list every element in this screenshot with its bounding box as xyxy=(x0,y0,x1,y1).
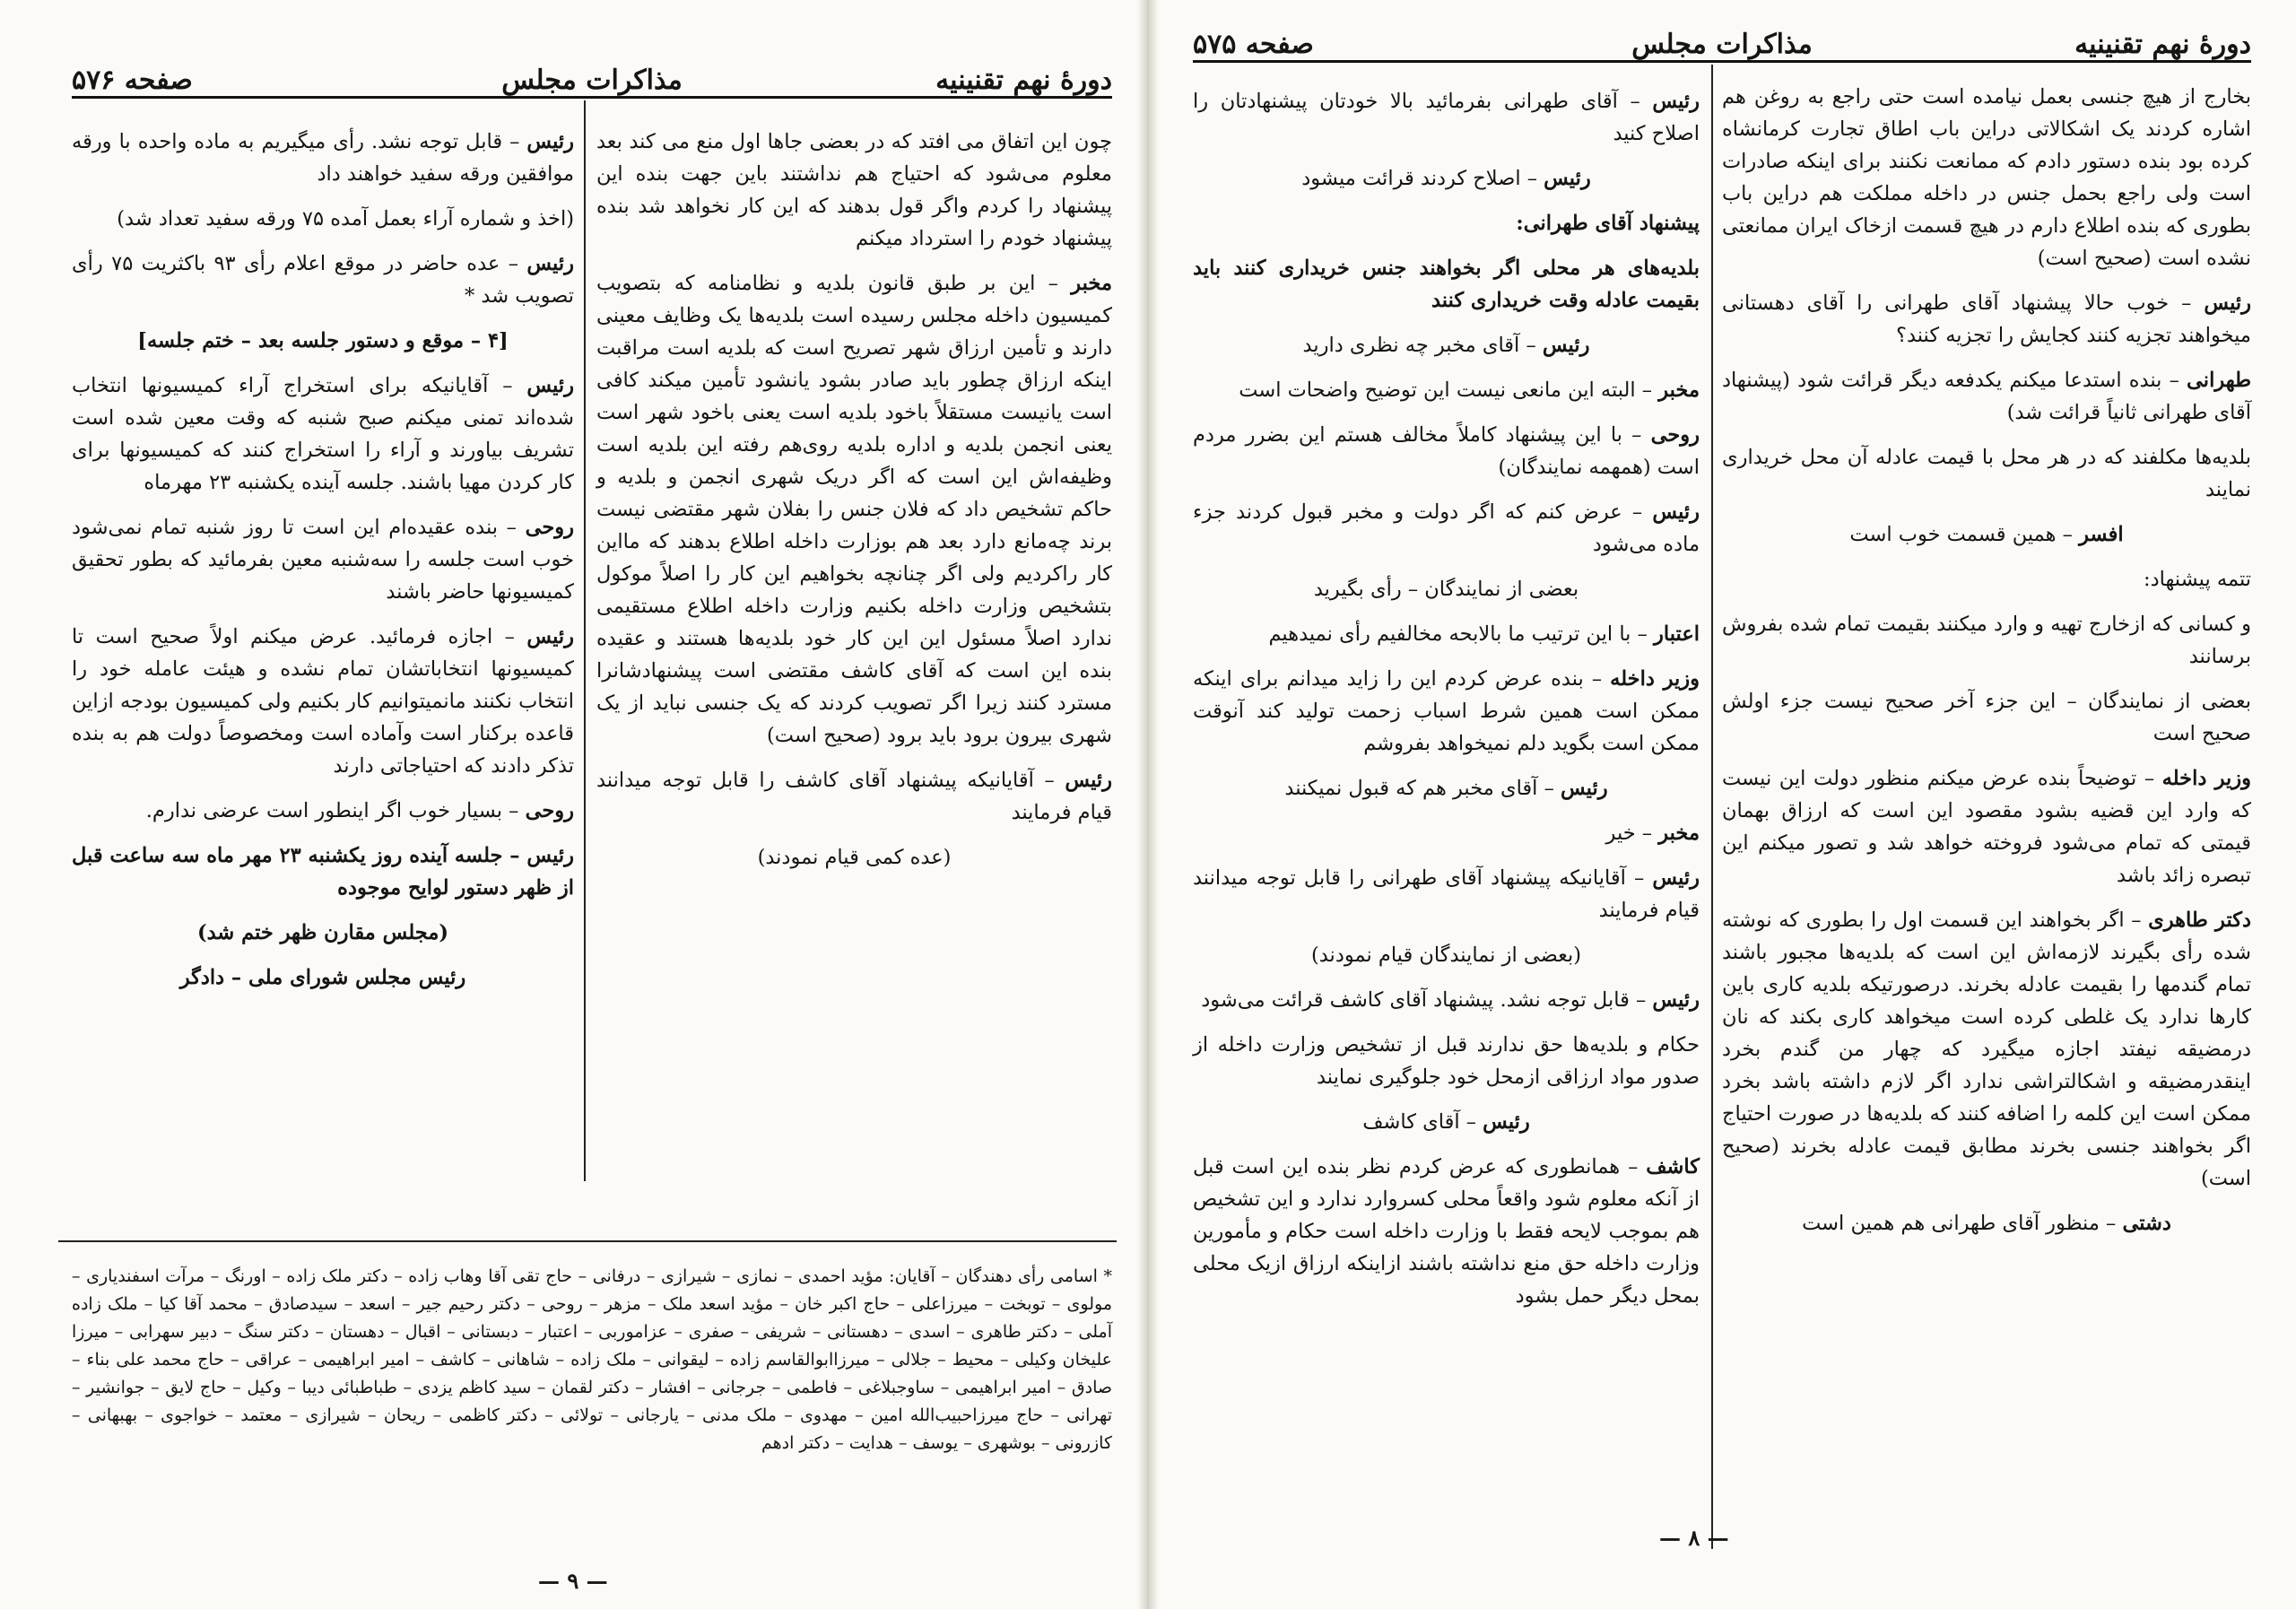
paragraph-text: (اخذ و شماره آراء بعمل آمده ۷۵ ورقه سفید تعداد شد) xyxy=(117,207,574,230)
paragraph xyxy=(1722,364,2251,429)
paragraph xyxy=(1722,518,2251,551)
speaker-name: رئیس xyxy=(1065,769,1112,792)
paragraph-text: بلدیه‌های هر محلی اگر بخواهند جنس خریداری کنند باید بقیمت عادله وقت خریداری کنند xyxy=(1193,257,1700,312)
speaker-name: روحی xyxy=(525,516,574,539)
speaker-name: رئیس xyxy=(1652,866,1700,890)
speaker-name: مخبر xyxy=(1071,272,1112,295)
paragraph-text: – اصلاح کردند قرائت میشود xyxy=(1301,167,1537,190)
paragraph-text: بخارج از هیچ جنسی بعمل نیامده است حتی راجع به روغن هم اشاره کردند یک اشکالاتی دراین باب اطاق تجارت کرمانشاه کرده بود بنده دستور دادم که ممانعت نکنند برای اینکه صادرات است ولی راجع بحمل جنس در داخله مملکت هم دراین باب بطوری که بنده اطلاع دارم در هیچ قسمت ازخاک ایران ممانعتی نشده است (صحیح است) xyxy=(1722,85,2251,270)
speaker-name: مخبر xyxy=(1658,378,1700,402)
speaker-name: رئیس xyxy=(1652,988,1700,1012)
paragraph-text: – آقای مخبر چه نظری دارید xyxy=(1302,334,1536,357)
paragraph xyxy=(1722,1207,2251,1239)
paragraph-text: – اگر بخواهند این قسمت اول را بطوری که نوشته شده رأی بگیرند لازمه‌اش این است که بلدیه‌ها مجبور باشند تمام گندمها را بقیمت عادله بخرند. درصورتیکه بلدیه کاری باین کارها ندارد یک غلطی کرده است میخواهد کاری بکند که نان درمضیقه نیفتد اجازه میگیرد که چهار من گندم بخرد اینقدرمضیقه و اشکالتراشی ندارد اگر لازم داشته باشد بخرد ممکن است این کلمه را اضافه کنند که بلدیه‌ها در صورت احتیاج اگر بخواهند جنسی بخرند مطابق قیمت عادله بخرند (صحیح است) xyxy=(1722,909,2251,1190)
paragraph-text: – منظور آقای طهرانی هم همین است xyxy=(1802,1212,2117,1235)
paragraph-text: پیشنهاد آقای طهرانی: xyxy=(1516,212,1700,235)
paragraph xyxy=(1722,563,2251,596)
paragraph xyxy=(1193,984,1700,1016)
paragraph-text: بعضی از نمایندگان – این جزء آخر صحیح نیست جزء اولش صحیح است xyxy=(1722,690,2251,745)
paragraph-text: – آقایانیکه پیشنهاد آقای کاشف را قابل توجه میدانند قیام فرمایند xyxy=(596,769,1112,824)
paragraph xyxy=(1722,441,2251,506)
book-gutter xyxy=(1137,0,1159,1609)
paragraph-text: – آقای کاشف xyxy=(1362,1110,1476,1134)
paragraph-text: – آقای طهرانی بفرمائید بالا خودتان پیشنهادتان را اصلاح کنید xyxy=(1193,90,1700,145)
paragraph-text: (مجلس مقارن ظهر ختم شد) xyxy=(196,921,449,944)
speaker-name: کاشف xyxy=(1646,1155,1700,1178)
speaker-name: روحی xyxy=(525,799,574,822)
paragraph xyxy=(1193,419,1700,483)
paragraph xyxy=(72,621,574,782)
paragraph xyxy=(1193,1106,1700,1138)
paragraph-text: و کسانی که ازخارج تهیه و وارد میکنند بقیمت تمام شده بفروش برسانند xyxy=(1722,613,2251,668)
paragraph-text: – این بر طبق قانون بلدیه و نظامنامه که بتصویب کمیسیون داخله مجلس رسیده است بلدیه‌ها یک وظایف معینی دارند و تأمین ارزاق شهر تصریح است که بلدیه است مراقبت اینکه ارزاق چطور باید صادر بشود یانشود تأمین میکند کافی است یانیست مستقلاً باخود بلدیه است یعنی باخود شهر است یعنی انجمن بلدیه و اداره بلدیه روی‌هم رفته این بلدیه است وظیفه‌اش این است که اگر دریک شهری انجمن و بلدیه و حاکم تشخیص داد که فلان جنس را بفلان شهر مقتضی نیست برند چه‌مانع دارد بعد هم بوزارت داخله اطلاع بدهند که مااین کار راکردیم ولی اگر چنانچه بخواهیم این کار را اصلاً موکول بتشخیص وزارت داخله بکنیم وزارت داخله اطلاع مستقیمی ندارد اصلاً مسئول این این کار خود بلدیه‌ها هستند و عقیده بنده این است که آقای کاشف مقتضی است پیشنهادشانرا مسترد کنند زیرا اگر تصویب کردند که یک جنسی نباید از یک شهری بیرون برود باید برود (صحیح است) xyxy=(596,272,1112,747)
paragraph xyxy=(596,764,1112,829)
speaker-name: رئیس xyxy=(1544,167,1591,190)
publication-title: مذاکرات مجلس xyxy=(501,65,683,96)
paragraph-text: – بنده استدعا میکنم یکدفعه دیگر قرائت شود (پیشنهاد آقای طهرانی ثانیاً قرائت شد) xyxy=(1722,369,2251,424)
paragraph-text: – جلسه آینده روز یکشنبه ۲۳ مهر ماه سه ساعت قبل از ظهر دستور لوایح موجوده xyxy=(72,844,574,900)
text-column-right xyxy=(596,126,1112,886)
paragraph-text: – با این پیشنهاد کاملاً مخالف هستم این بضرر مردم است (همهمه نمایندگان) xyxy=(1193,423,1700,479)
footnote-divider xyxy=(58,1240,1117,1242)
paragraph-text: (عده کمی قیام نمودند) xyxy=(757,846,952,869)
paragraph xyxy=(1193,252,1700,317)
paragraph-text: بعضی از نمایندگان – رأی بگیرید xyxy=(1313,578,1579,601)
paragraph xyxy=(1193,862,1700,926)
speaker-name: افسر xyxy=(2079,523,2124,546)
paragraph-text: – بنده عقیده‌ام این است تا روز شنبه تمام نمی‌شود خوب است جلسه را سه‌شنبه معین بفرمائید که بطور تحقیق کمیسیونها حاضر باشند xyxy=(72,516,575,604)
speaker-name: رئیس xyxy=(1560,777,1608,800)
paragraph-text: رئیس مجلس شورای ملی – دادگر xyxy=(179,966,466,989)
page-number: — ۸ — xyxy=(1659,1525,1729,1551)
speaker-name: وزیر داخله xyxy=(1610,667,1700,691)
speaker-name: رئیس xyxy=(526,374,575,397)
speaker-name: رئیس xyxy=(526,844,574,867)
paragraph-text: – بسیار خوب اگر اینطور است عرضی ندارم. xyxy=(145,799,519,822)
paragraph-text: – قابل توجه نشد. رأی میگیریم به ماده واحده با ورقه موافقین ورقه سفید خواهند داد xyxy=(72,130,574,186)
paragraph-text: – همانطوری که عرض کردم نظر بنده این است قبل از آنکه معلوم شود واقعاً محلی کسروارد ندارد و این تشخیص هم بموجب لایحه فقط با وزارت داخله است حکام و مأمورین وزارت داخله حق منع نداشته باشند ازاینکه ارزاق ازیک محلی بمحل دیگر حمل بشود xyxy=(1193,1155,1700,1308)
paragraph xyxy=(1193,939,1700,971)
paragraph xyxy=(72,917,574,949)
speaker-name: دشتی xyxy=(2122,1212,2171,1235)
paragraph xyxy=(1193,573,1700,605)
paragraph-text: – بنده عرض کردم این را زاید میدانم برای اینکه ممکن است همین شرط اسباب زحمت تولید کند آنوقت ممکن است بگوید دلم نمیخواهد بفروشم xyxy=(1193,667,1700,755)
paragraph xyxy=(72,961,574,994)
paragraph-text: – عرض کنم که اگر دولت و مخبر قبول کردند جزء ماده می‌شود xyxy=(1193,500,1700,556)
paragraph-text: (بعضی از نمایندگان قیام نمودند) xyxy=(1310,944,1582,967)
paragraph-text: – آقایانیکه پیشنهاد آقای طهرانی را قابل توجه میدانند قیام فرمایند xyxy=(1193,866,1700,922)
paragraph xyxy=(596,126,1112,255)
paragraph-text: – البته این مانعی نیست این توضیح واضحات است xyxy=(1239,378,1653,402)
speaker-name: رئیس xyxy=(526,252,574,275)
paragraph xyxy=(72,839,574,904)
page-header xyxy=(1193,27,2251,63)
speaker-name: رئیس xyxy=(1483,1110,1530,1134)
paragraph-text: حکام و بلدیه‌ها حق ندارند قبل از تشخیص وزارت داخله از صدور مواد ارزاقی ازمحل خود جلوگیری نمایند xyxy=(1193,1033,1700,1089)
paragraph-text: – عده حاضر در موقع اعلام رأی ۹۳ باکثریت ۷۵ رأی تصویب شد * xyxy=(72,252,574,308)
page-label: صفحه ۵۷۶ xyxy=(72,65,193,96)
paragraph xyxy=(1193,207,1700,239)
paragraph xyxy=(1722,762,2251,891)
speaker-name: رئیس xyxy=(1542,334,1590,357)
paragraph-text: – خیر xyxy=(1605,822,1653,845)
paragraph xyxy=(1722,904,2251,1195)
paragraph-text: – همین قسمت خوب است xyxy=(1849,523,2073,546)
paragraph-text: – قابل توجه نشد. پیشنهاد آقای کاشف قرائت می‌شود xyxy=(1201,988,1647,1012)
speaker-name: روحی xyxy=(1650,423,1700,447)
paragraph-text: بلدیه‌ها مکلفند که در هر محل با قیمت عادله آن محل خریداری نمایند xyxy=(1722,446,2251,501)
speaker-name: طهرانی xyxy=(2187,369,2252,392)
paragraph xyxy=(1193,663,1700,760)
paragraph xyxy=(72,126,574,190)
paragraph-text: – توضیحاً بنده عرض میکنم منظور دولت این نیست که وارد این قضیه بشود مقصود این است که ارزاق بهمان قیمتی که تمام می‌شود فروخته خواهد شد و تصور میکنم این تبصره زائد باشد xyxy=(1722,767,2251,887)
paragraph-text: چون این اتفاق می افتد که در بعضی جاها اول منع می کند بعد معلوم می‌شود که احتیاج هم نداشتند باین جهت بنده این پیشنهاد را کردم واگر قول بدهند که این کار نخواهد شد بنده پیشنهاد خودم را استرداد میکنم xyxy=(596,130,1112,250)
speaker-name: رئیس xyxy=(1652,90,1700,113)
speaker-name: مخبر xyxy=(1658,822,1700,845)
paragraph-text: – با این ترتیب ما بالابحه مخالفیم رأی نمیدهیم xyxy=(1268,622,1648,646)
paragraph xyxy=(1722,287,2251,352)
paragraph xyxy=(1193,374,1700,406)
paragraph xyxy=(72,795,574,827)
paragraph xyxy=(72,325,574,357)
speaker-name: وزیر داخله xyxy=(2161,767,2251,790)
right-page xyxy=(1148,0,2296,1609)
page-number: — ۹ — xyxy=(538,1568,608,1594)
paragraph xyxy=(1722,81,2251,274)
page-label: صفحه ۵۷۵ xyxy=(1193,29,1314,60)
paragraph xyxy=(596,841,1112,874)
speaker-name: رئیس xyxy=(526,625,575,648)
session-label: دورهٔ نهم تقنینیه xyxy=(2074,29,2251,60)
paragraph-text: تتمه پیشنهاد: xyxy=(2143,568,2251,591)
footnote-voters-list: * اسامی رأی دهندگان – آقایان: مؤید احمدی – نمازی – شیرازی – درفانی – حاج تقی آقا وهاب زاده – دکتر ملک زاده – اورنگ – مرآت اسفندیاری – مولوی – توبخت – میرزاعلی – حاج اکبر خان – مؤید اسعد ملک – مزهر – روحی – دکتر رحیم جیر – اسعد – سیدصادق – محمد آقا کیا – ملک زاده آملی – دکتر طاهری – اسدی – دهستانی – شریفی – صفری – عزاموربی – اعتبار – دبستانی – اقبال – دهستان – دکتر سنگ – دبیر سهرابی – میرزا علیخان وکیلی – محیط – جلالی – میرزاابوالقاسم زاده – لیقوانی – ملک زاده – شاهانی – کاشف – امیر ابراهیمی – عراقی – حاج محمد علی بناء – صادق – امیر ابراهیمی – ساوجبلاغی – فاطمی – جرجانی – افشار – دکتر لقمان – سید کاظم یزدی – طباطبائی دیبا – وکیل – حاج لایق – جوانشیر – تهرانی – حاج میرزاحبیب‌الله امین – مهدوی – ملک مدنی – یارجانی – تولائی – دکتر کاظمی – ریحان – شیرازی – معتمد – خواجوی – بهبهانی – کازرونی – بوشهری – یوسف – هدایت – دکتر ادهم xyxy=(72,1266,1112,1453)
paragraph-text: – اجازه فرمائید. عرض میکنم اولاً صحیح است تا کمیسیونها انتخاباتشان تمام نشده و هیئت عامله خود را انتخاب نکنند مانمیتوانیم کار بکنیم ولی کمیسیون بودجه ازاین قاعده برکنار است وآماده است ومخصوصاً دولت هم به بنده تذکر دادند که احتیاجاتی دارند xyxy=(72,625,574,778)
paragraph xyxy=(1722,685,2251,750)
paragraph xyxy=(596,267,1112,752)
paragraph xyxy=(1193,772,1700,804)
column-divider xyxy=(584,100,586,1181)
paragraph-text: – خوب حالا پیشنهاد آقای طهرانی را آقای دهستانی میخواهند تجزیه کنند کجایش را تجزیه کنند؟ xyxy=(1722,291,2251,347)
session-label: دورهٔ نهم تقنینیه xyxy=(935,65,1112,96)
text-column-left xyxy=(1193,85,1700,1325)
paragraph-text: [۴ – موقع و دستور جلسه بعد – ختم جلسه] xyxy=(137,329,509,352)
paragraph xyxy=(1722,608,2251,673)
paragraph xyxy=(1193,85,1700,150)
paragraph-text: – آقایانیکه برای استخراج آراء کمیسیونها انتخاب شده‌اند تمنی میکنم صبح شنبه که وقت معین شده است تشریف بیاورند و آراء را استخراج کنند که کمیسیونها برای کار کردن مهیا باشند. جلسه آینده یکشنبه ۲۳ مهرماه xyxy=(72,374,574,494)
paragraph xyxy=(72,203,574,235)
paragraph xyxy=(1193,618,1700,650)
text-column-left xyxy=(72,126,574,1006)
publication-title: مذاکرات مجلس xyxy=(1631,29,1813,60)
paragraph xyxy=(1193,162,1700,195)
speaker-name: رئیس xyxy=(526,130,574,153)
page-header xyxy=(72,63,1112,99)
paragraph-text: – آقای مخبر هم که قبول نمیکنند xyxy=(1284,777,1554,800)
paragraph xyxy=(1193,817,1700,849)
paragraph xyxy=(1193,329,1700,361)
speaker-name: اعتبار xyxy=(1654,622,1700,646)
paragraph xyxy=(1193,1029,1700,1093)
paragraph xyxy=(72,248,574,312)
speaker-name: رئیس xyxy=(2204,291,2252,315)
paragraph xyxy=(72,370,574,499)
paragraph xyxy=(72,511,574,608)
speaker-name: رئیس xyxy=(1652,500,1700,524)
speaker-name: دکتر طاهری xyxy=(2148,909,2251,932)
paragraph xyxy=(1193,1151,1700,1312)
column-divider xyxy=(1711,65,1713,1549)
paragraph xyxy=(1193,496,1700,561)
text-column-right xyxy=(1722,81,2251,1252)
